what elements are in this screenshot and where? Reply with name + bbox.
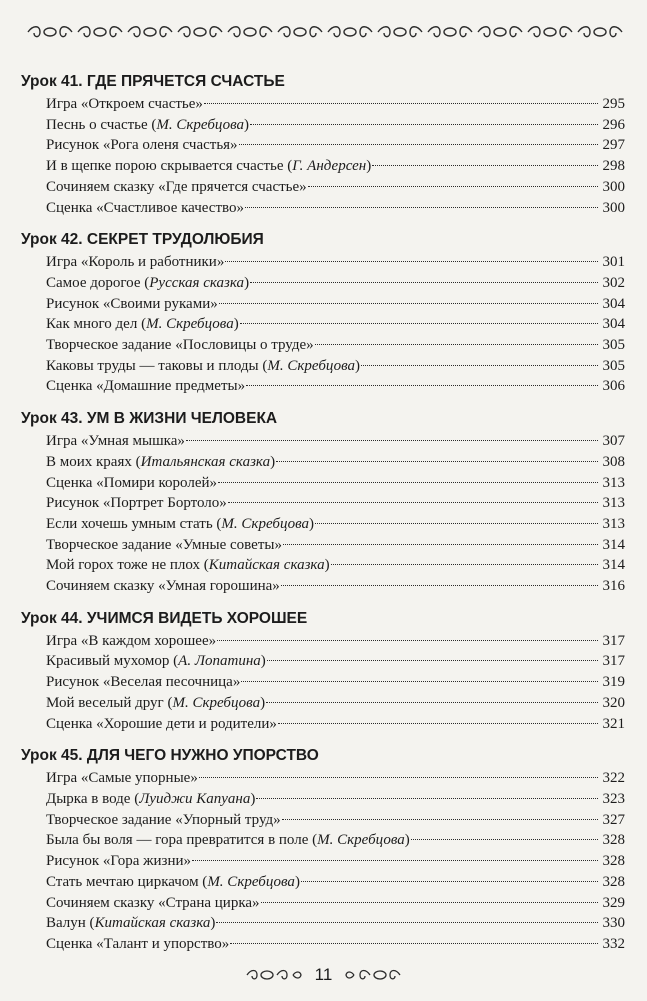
entry-title — [46, 555, 330, 576]
entry-text: Как много дел ( — [46, 316, 147, 333]
dot-leader — [250, 123, 598, 125]
toc-entry — [21, 672, 625, 693]
lesson-title: Урок 42. СЕКРЕТ ТРУДОЛЮБИЯ — [21, 231, 264, 249]
entry-page-number: 308 — [602, 453, 625, 470]
entry-page-number: 302 — [602, 274, 625, 291]
entry-text-after: ) — [270, 453, 276, 470]
entry-text: Игра «Откроем счастье» — [46, 96, 203, 112]
ornament-motif — [578, 27, 622, 37]
entry-author: Китайская сказка — [208, 557, 325, 574]
dot-leader — [245, 206, 598, 208]
dot-leader — [218, 481, 598, 483]
page-number: 11 — [314, 965, 333, 984]
table-of-contents — [21, 71, 625, 966]
dot-leader — [308, 185, 598, 187]
entry-title — [46, 335, 314, 356]
toc-entry — [21, 913, 625, 934]
entry-text: Рисунок «Своими руками» — [46, 295, 218, 312]
toc-entry — [21, 273, 625, 294]
toc-entry — [21, 810, 625, 831]
dot-leader — [282, 818, 598, 820]
lesson-section — [21, 71, 625, 218]
dot-leader — [278, 722, 598, 724]
toc-entry — [21, 94, 625, 115]
entry-page-number: 319 — [602, 674, 625, 691]
entry-author: Итальянская сказка — [140, 453, 271, 470]
dot-leader — [230, 942, 598, 944]
entry-title — [46, 672, 240, 693]
ornament-motif — [428, 27, 472, 37]
dot-leader — [261, 901, 598, 903]
entry-page-number: 328 — [602, 873, 625, 890]
toc-entry — [21, 535, 625, 556]
entry-text: Рисунок «Портрет Бортоло» — [46, 495, 227, 512]
dot-leader — [372, 164, 598, 166]
entry-author: А. Лопатина — [178, 653, 261, 670]
entry-title — [46, 376, 245, 397]
ornament-motif — [178, 27, 222, 37]
entry-text-after: ) — [354, 357, 360, 374]
toc-entry — [21, 651, 625, 672]
toc-entry — [21, 768, 625, 789]
toc-entry — [21, 314, 625, 335]
entry-page-number: 304 — [602, 295, 625, 312]
entry-title — [46, 156, 371, 177]
lesson-section — [21, 608, 625, 735]
toc-entry — [21, 156, 625, 177]
entry-page-number: 313 — [602, 495, 625, 512]
entry-text: И в щепке порою скрывается счастье ( — [46, 158, 293, 175]
entry-page-number: 305 — [602, 357, 625, 374]
entry-text: Была бы воля — гора превратится в поле ( — [46, 832, 318, 849]
lesson-title: Урок 41. ГДЕ ПРЯЧЕТСЯ СЧАСТЬЕ — [21, 73, 285, 90]
toc-entry — [21, 177, 625, 198]
entry-text-after: ) — [260, 653, 266, 670]
entry-text: Песнь о счастье ( — [46, 116, 157, 133]
entry-title — [46, 94, 203, 115]
entry-title — [46, 714, 277, 735]
entry-author: М. Скребцова — [146, 316, 234, 333]
dot-leader — [192, 859, 598, 861]
toc-entry — [21, 714, 625, 735]
entry-page-number: 317 — [602, 653, 625, 670]
entry-text: Рисунок «Веселая песочница» — [46, 674, 241, 691]
entry-author: М. Скребцова — [221, 515, 310, 532]
entry-author: Китайская сказка — [94, 915, 211, 932]
entry-title — [46, 913, 215, 934]
entry-author: М. Скребцова — [267, 357, 355, 374]
dot-leader — [228, 501, 598, 503]
lesson-section — [21, 408, 625, 597]
entry-text: Самое дорогое ( — [46, 274, 150, 291]
entry-text: Мой горох тоже не плох ( — [46, 557, 209, 574]
entry-page-number: 306 — [602, 378, 625, 395]
ornament-motif — [528, 27, 572, 37]
entry-text: Каковы труды — таковы и плоды ( — [46, 357, 268, 374]
entry-title — [46, 294, 218, 315]
entry-page-number: 305 — [602, 337, 625, 354]
entry-text: Игра «Король и работники» — [46, 254, 225, 271]
entry-page-number: 320 — [602, 694, 625, 711]
entry-text-after: ) — [233, 316, 239, 333]
toc-entry — [21, 473, 625, 494]
dot-leader — [241, 680, 598, 682]
entry-page-number: 300 — [602, 199, 625, 216]
toc-entry — [21, 356, 625, 377]
entry-title — [46, 893, 260, 914]
entry-author: Г. Андерсен — [292, 158, 367, 175]
entry-page-number: 316 — [602, 578, 625, 595]
toc-entry — [21, 851, 625, 872]
entry-page-number: 304 — [602, 316, 625, 333]
lesson-title: Урок 43. УМ В ЖИЗНИ ЧЕЛОВЕКА — [21, 410, 278, 428]
ornament-motif — [228, 27, 272, 37]
entry-title — [46, 768, 198, 789]
toc-entry — [21, 115, 625, 136]
dot-leader — [281, 584, 598, 586]
entry-title — [46, 252, 224, 273]
toc-entry — [21, 252, 625, 273]
ornament-motif — [378, 27, 422, 37]
dot-leader — [315, 343, 598, 345]
entry-title — [46, 693, 265, 714]
dot-leader — [219, 302, 598, 304]
entry-text: Сочиняем сказку «Страна цирка» — [46, 894, 260, 911]
entry-title — [46, 314, 239, 335]
entry-text: Сценка «Домашние предметы» — [46, 378, 246, 395]
toc-entry — [21, 294, 625, 315]
lesson-section — [21, 745, 625, 954]
toc-entry — [21, 493, 625, 514]
entry-title — [46, 810, 281, 831]
entry-page-number: 328 — [602, 832, 625, 849]
lesson-title: Урок 44. УЧИМСЯ ВИДЕТЬ ХОРОШЕЕ — [21, 609, 308, 627]
entry-title — [46, 872, 300, 893]
entry-title — [46, 934, 229, 955]
page-footer — [0, 962, 647, 988]
entry-page-number: 328 — [602, 853, 625, 870]
entry-page-number: 298 — [602, 158, 625, 175]
entry-title — [46, 631, 216, 652]
toc-entry — [21, 893, 625, 914]
entry-text: Сочиняем сказку «Где прячется счастье» — [46, 178, 307, 195]
entry-text: Сценка «Счастливое качество» — [46, 199, 245, 216]
dot-leader — [250, 281, 598, 283]
entry-text: В моих краях ( — [46, 453, 141, 470]
entry-title — [46, 198, 244, 219]
entry-title — [46, 493, 227, 514]
entry-title — [46, 431, 185, 452]
entry-text: Сценка «Хорошие дети и родители» — [46, 715, 277, 732]
toc-entry — [21, 555, 625, 576]
dot-leader — [276, 460, 598, 462]
toc-entry — [21, 514, 625, 535]
entry-title — [46, 535, 282, 556]
dot-leader — [266, 701, 598, 703]
entry-text-after: ) — [260, 694, 266, 711]
toc-entry — [21, 934, 625, 955]
ornament-motif — [278, 27, 322, 37]
entry-page-number: 330 — [602, 915, 625, 932]
dot-leader — [225, 260, 598, 262]
entry-title — [46, 452, 275, 473]
entry-page-number: 321 — [602, 715, 625, 732]
entry-text: Мой веселый друг ( — [46, 694, 173, 711]
ornament-motif — [28, 27, 72, 37]
entry-author: М. Скребцова — [172, 694, 261, 711]
entry-page-number: 314 — [602, 557, 625, 574]
ornament-motif — [78, 27, 122, 37]
toc-entry — [21, 631, 625, 652]
dot-leader — [186, 439, 598, 441]
ornament-motif — [128, 27, 172, 37]
entry-title — [46, 115, 249, 136]
entry-page-number: 332 — [602, 935, 625, 952]
entry-text: Творческое задание «Пословицы о труде» — [46, 337, 314, 354]
entry-title — [46, 135, 238, 156]
entry-author: М. Скребцова — [317, 832, 405, 849]
entry-page-number: 313 — [602, 474, 625, 491]
dot-leader — [361, 364, 598, 366]
entry-text: Рисунок «Рога оленя счастья» — [46, 137, 238, 154]
entry-text: Игра «В каждом хорошее» — [46, 632, 217, 649]
entry-page-number: 296 — [602, 116, 625, 133]
entry-page-number: 307 — [602, 433, 625, 450]
entry-text-after: ) — [324, 557, 330, 574]
dot-leader — [240, 322, 598, 324]
entry-text-after: ) — [404, 832, 410, 849]
entry-page-number: 314 — [602, 536, 625, 553]
dot-leader — [315, 522, 598, 524]
entry-text-after: ) — [244, 274, 250, 291]
entry-text: Сочиняем сказку «Умная горошина» — [46, 578, 280, 595]
footer-ornament-right — [342, 966, 404, 984]
entry-text: Валун ( — [46, 915, 95, 932]
entry-page-number: 295 — [602, 96, 625, 112]
footer-ornament-left — [243, 966, 305, 984]
entry-author: Луиджи Капуана — [139, 790, 251, 807]
toc-entry — [21, 830, 625, 851]
toc-entry — [21, 789, 625, 810]
entry-text: Дырка в воде ( — [46, 790, 140, 807]
dot-leader — [216, 921, 598, 923]
entry-title — [46, 851, 191, 872]
entry-title — [46, 789, 255, 810]
entry-page-number: 297 — [602, 137, 625, 154]
toc-entry — [21, 693, 625, 714]
entry-text: Сценка «Помири королей» — [46, 474, 218, 491]
entry-text: Игра «Самые упорные» — [46, 770, 198, 787]
entry-text: Стать мечтаю циркачом ( — [46, 873, 208, 890]
dot-leader — [246, 384, 598, 386]
toc-entry — [21, 198, 625, 219]
entry-title — [46, 177, 307, 198]
entry-text-after: ) — [294, 873, 300, 890]
dot-leader — [217, 639, 598, 641]
dot-leader — [411, 838, 598, 840]
entry-title — [46, 356, 360, 377]
entry-text: Игра «Умная мышка» — [46, 433, 185, 450]
entry-page-number: 317 — [602, 632, 625, 649]
lesson-title: Урок 45. ДЛЯ ЧЕГО НУЖНО УПОРСТВО — [21, 747, 319, 765]
entry-text-after: ) — [366, 158, 372, 175]
entry-page-number: 323 — [602, 790, 625, 807]
entry-text-after: ) — [210, 915, 216, 932]
entry-text-after: ) — [309, 515, 315, 532]
entry-title — [46, 651, 266, 672]
dot-leader — [331, 563, 598, 565]
dot-leader — [199, 776, 598, 778]
entry-page-number: 300 — [602, 178, 625, 195]
entry-text: Творческое задание «Умные советы» — [46, 536, 282, 553]
entry-page-number: 329 — [602, 894, 625, 911]
entry-page-number: 327 — [602, 811, 625, 828]
dot-leader — [239, 143, 598, 145]
toc-entry — [21, 335, 625, 356]
ornament-motif — [478, 27, 522, 37]
entry-title — [46, 514, 314, 535]
entry-text-after: ) — [244, 116, 250, 133]
entry-page-number: 301 — [602, 254, 625, 271]
lesson-section — [21, 229, 625, 397]
entry-text-after: ) — [250, 790, 256, 807]
entry-author: М. Скребцова — [156, 116, 245, 133]
entry-page-number: 313 — [602, 515, 625, 532]
entry-text: Если хочешь умным стать ( — [46, 515, 222, 532]
dot-leader — [301, 880, 598, 882]
toc-entry — [21, 576, 625, 597]
dot-leader — [283, 543, 598, 545]
entry-text: Красивый мухомор ( — [46, 653, 179, 670]
dot-leader — [256, 797, 598, 799]
entry-title — [46, 473, 217, 494]
entry-title — [46, 830, 410, 851]
toc-entry — [21, 452, 625, 473]
entry-text: Сценка «Талант и упорство» — [46, 935, 230, 952]
dot-leader — [204, 102, 598, 104]
entry-author: М. Скребцова — [207, 873, 295, 890]
entry-title — [46, 576, 280, 597]
entry-author: Русская сказка — [149, 274, 245, 291]
ornament-motif — [328, 27, 372, 37]
toc-entry — [21, 431, 625, 452]
entry-page-number: 322 — [602, 770, 625, 787]
toc-entry — [21, 376, 625, 397]
top-ornament-border — [24, 22, 624, 42]
entry-text: Творческое задание «Упорный труд» — [46, 811, 281, 828]
toc-entry — [21, 872, 625, 893]
entry-text: Рисунок «Гора жизни» — [46, 853, 192, 870]
toc-entry — [21, 135, 625, 156]
dot-leader — [267, 659, 598, 661]
entry-title — [46, 273, 249, 294]
